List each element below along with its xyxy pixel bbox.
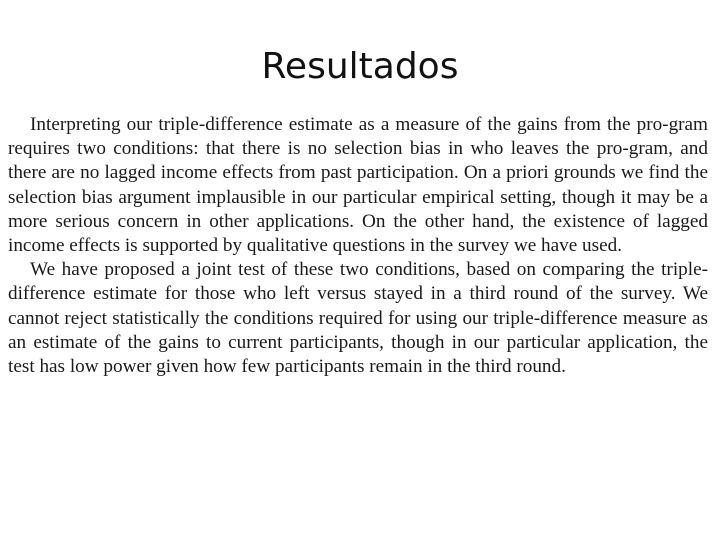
scanned-text-excerpt [8,113,708,379]
paragraph-1: Interpreting our triple-difference estimate as a measure of the gains from the pro-gram requires two conditions: that there is no selection bias in who leaves the pro-gram, and there are no lagged income effects from past participation. On a priori grounds we find the selection bias argument implausible in our particular empirical setting, though it may be a more serious concern in other applications. On the other hand, the existence of lagged income effects is supported by qualitative questions in the survey we have used. [8,114,708,257]
paragraph-2: We have proposed a joint test of these two conditions, based on comparing the triple-difference estimate for those who left versus stayed in a third round of the survey. We cannot reject statistically the conditions required for using our triple-difference measure as an estimate of the gains to current participants, though in our particular application, the test has low power given how few participants remain in the third round. [8,259,708,378]
slide-title: Resultados [261,46,459,87]
